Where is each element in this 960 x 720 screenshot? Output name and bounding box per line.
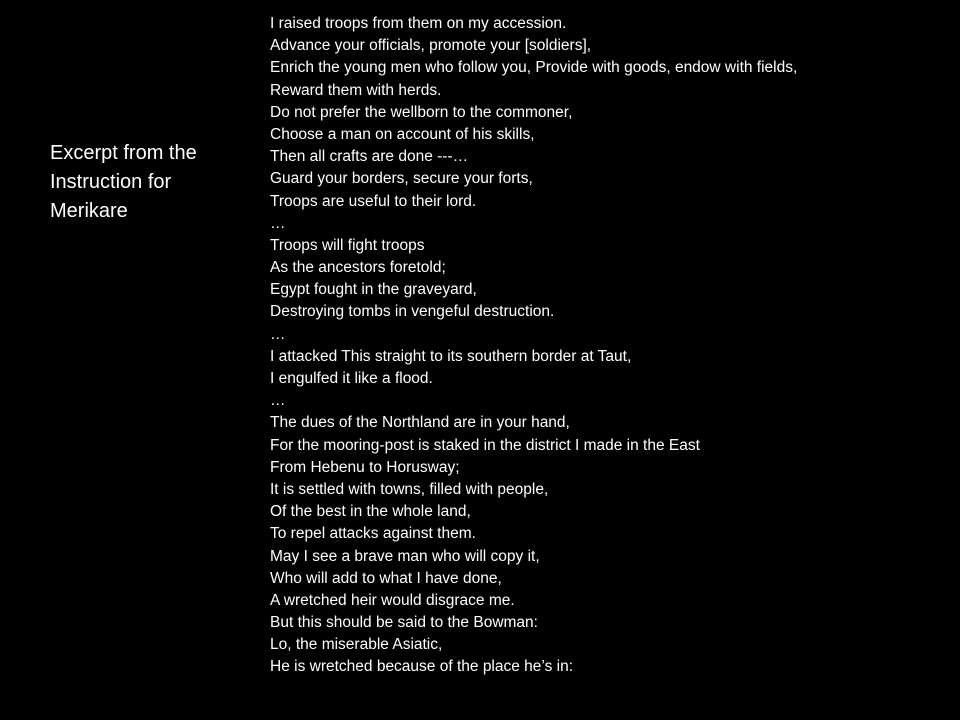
excerpt-line: Lo, the miserable Asiatic,	[270, 636, 443, 654]
ellipsis-line: …	[270, 392, 286, 410]
excerpt-line: The dues of the Northland are in your hand,	[270, 414, 570, 432]
excerpt-text	[270, 13, 950, 679]
excerpt-line: May I see a brave man who will copy it,	[270, 547, 540, 565]
excerpt-line: Of the best in the whole land,	[270, 503, 471, 521]
ellipsis-line: …	[270, 214, 286, 232]
slide-title: Excerpt from the Instruction for Merikare	[50, 142, 197, 222]
excerpt-line: Enrich the young men who follow you, Provide with goods, endow with fields,	[270, 59, 798, 77]
excerpt-line: It is settled with towns, filled with people,	[270, 480, 549, 498]
excerpt-line: Troops will fight troops	[270, 236, 425, 254]
excerpt-line: Egypt fought in the graveyard,	[270, 281, 477, 299]
excerpt-line: Destroying tombs in vengeful destruction.	[270, 303, 555, 321]
excerpt-line: As the ancestors foretold;	[270, 259, 446, 277]
excerpt-line: I attacked This straight to its southern border at Taut,	[270, 347, 632, 365]
excerpt-line: Guard your borders, secure your forts,	[270, 170, 533, 188]
excerpt-line: But this should be said to the Bowman:	[270, 614, 538, 632]
excerpt-line: Do not prefer the wellborn to the commoner,	[270, 103, 573, 121]
excerpt-line: Choose a man on account of his skills,	[270, 125, 535, 143]
excerpt-line: Then all crafts are done ---…	[270, 148, 469, 166]
excerpt-line: I engulfed it like a flood.	[270, 370, 433, 387]
excerpt-line: Advance your officials, promote your [soldiers],	[270, 37, 592, 55]
excerpt-line: Who will add to what I have done,	[270, 569, 502, 587]
excerpt-line: For the mooring-post is staked in the district I made in the East	[270, 436, 700, 454]
excerpt-line: I raised troops from them on my accession.	[270, 15, 567, 32]
excerpt-line: He is wretched because of the place he’s in:	[270, 658, 574, 676]
excerpt-line: A wretched heir would disgrace me.	[270, 591, 515, 609]
ellipsis-line: …	[270, 325, 286, 343]
excerpt-line: Reward them with herds.	[270, 81, 442, 99]
excerpt-line: From Hebenu to Horusway;	[270, 458, 460, 476]
excerpt-line: To repel attacks against them.	[270, 525, 476, 543]
excerpt-line: Troops are useful to their lord.	[270, 192, 477, 210]
